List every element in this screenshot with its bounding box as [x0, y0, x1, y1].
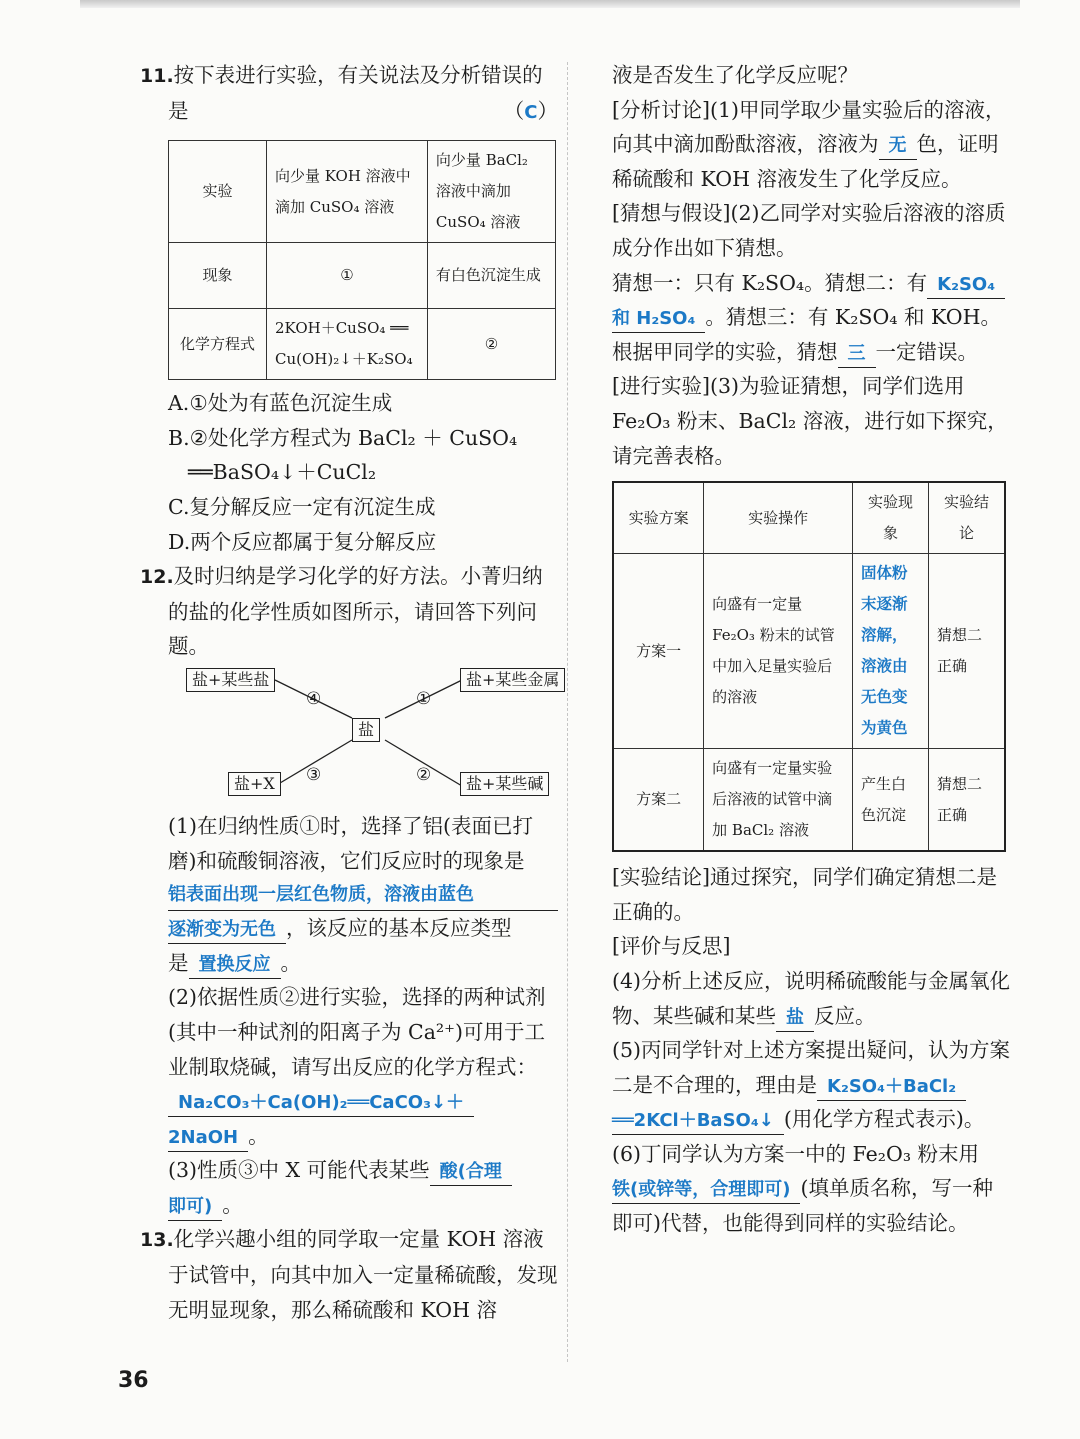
table-header: 实验操作 [704, 482, 853, 554]
table-cell: ② [427, 309, 555, 380]
label-1: ① [416, 688, 432, 709]
q12-part2: (2)依据性质②进行实验，选择的两种试剂(其中一种试剂的阳离子为 Ca²⁺)可用于工业制取烧碱，请写出反应的化学方程式：Na₂CO₃＋Ca(OH)₂══CaCO₃↓＋ 2NaOH 。 [140, 980, 558, 1153]
q11-option-d: D.两个反应都属于复分解反应 [168, 529, 437, 554]
q12-part1: (1)在归纳性质①时，选择了铝(表面已打磨)和硫酸铜溶液，它们反应时的现象是 铝表面出现一层红色物质，溶液由蓝色 逐渐变为无色 ，该反应的基本反应类型 是 置换反应 。 [140, 809, 558, 980]
table-cell: 2KOH＋CuSO₄ ══ Cu(OH)₂↓＋K₂SO₄ [266, 309, 427, 380]
q11-answer-bracket: （C） [503, 98, 558, 123]
table-header: 实验现象 [853, 482, 929, 554]
q13-answer-4: 盐 [776, 1003, 814, 1032]
q13-reflection-head: [评价与反思] [612, 934, 731, 959]
table-cell: 实验 [169, 141, 267, 243]
q12-answer-2b: 2NaOH [168, 1123, 248, 1152]
q13-part1: [分析讨论](1)甲同学取少量实验后的溶液，向其中滴加酚酞溶液，溶液为 无 色，证明稀硫酸和 KOH 溶液发生了化学反应。 [612, 97, 1006, 191]
node-salt-plus-x: 盐+X [228, 772, 281, 796]
table-cell: 猜想二正确 [929, 749, 1005, 852]
label-4: ④ [306, 688, 322, 709]
q11-table [168, 140, 556, 380]
q11-option-b: B.②处化学方程式为 BaCl₂ ＋ CuSO₄ [168, 425, 518, 450]
table-cell: 化学方程式 [169, 309, 267, 380]
label-2: ② [416, 764, 432, 785]
q13-part4: (4)分析上述反应，说明稀硫酸能与金属氧化物、某些碱和某些 盐 反应。 [612, 964, 1012, 1033]
table-cell: 向少量 KOH 溶液中滴加 CuSO₄ 溶液 [266, 141, 427, 243]
q12-part3: (3)性质③中 X 可能代表某些 酸(合理 即可) 。 [140, 1153, 558, 1222]
table-row [169, 309, 556, 380]
q11-option-c: C.复分解反应一定有沉淀生成 [168, 494, 436, 519]
question-11 [140, 58, 558, 559]
q11-option-b-cont: ══BaSO₄↓＋CuCl₂ [188, 460, 377, 485]
q13-stem-cont: 液是否发生了化学反应呢？ [612, 63, 858, 87]
table-cell: 方案二 [613, 749, 704, 852]
node-salt-plus-base: 盐+某些碱 [460, 772, 549, 796]
label-3: ③ [306, 764, 322, 785]
q12-answer-1c: 置换反应 [189, 950, 281, 979]
q13-answer-5b: ══2KCl＋BaSO₄↓ [612, 1106, 784, 1135]
q13-answer-2c: 三 [838, 339, 876, 368]
q12-answer-1a: 铝表面出现一层红色物质，溶液由蓝色 [168, 878, 558, 911]
q13-answer-1: 无 [879, 131, 917, 160]
question-13-start [140, 1222, 558, 1327]
q13-answer-6: 铁(或锌等，合理即可) [612, 1175, 800, 1204]
q13-stem: 13.化学兴趣小组的同学取一定量 KOH 溶液于试管中，向其中加入一定量稀硫酸，发现无明显现象，那么稀硫酸和 KOH 溶 [140, 1227, 558, 1322]
table-cell: 向盛有一定量实验后溶液的试管中滴加 BaCl₂ 溶液 [704, 749, 853, 852]
q13-answer-2a: K₂SO₄ [927, 270, 1005, 299]
q12-answer-2a: Na₂CO₃＋Ca(OH)₂══CaCO₃↓＋ [168, 1088, 474, 1117]
right-column [612, 58, 1012, 1241]
node-salt-center: 盐 [352, 718, 380, 742]
table-cell: 方案一 [613, 554, 704, 749]
page-number: 36 [118, 1368, 149, 1393]
q13-conclusion: [实验结论]通过探究，同学们确定猜想二是正确的。 [612, 865, 997, 924]
q13-part3: [进行实验](3)为验证猜想，同学们选用 Fe₂O₃ 粉末、BaCl₂ 溶液，进行如下探究，请完善表格。 [612, 374, 1008, 468]
table-row [613, 554, 1005, 749]
table-row [169, 141, 556, 243]
q13-answer-2b: 和 H₂SO₄ [612, 304, 705, 333]
table-cell: 产生白色沉淀 [853, 749, 929, 852]
q12-answer-3b: 即可) [168, 1192, 222, 1221]
q11-answer: C [524, 101, 538, 123]
table-row [613, 749, 1005, 852]
salt-properties-diagram [180, 668, 600, 803]
q13-part5: (5)丙同学针对上述方案提出疑问，认为方案二是不合理的，理由是 K₂SO₄＋BaCl₂ ══2KCl＋BaSO₄↓ (用化学方程式表示)。 [612, 1033, 1012, 1137]
left-column [140, 58, 558, 1327]
q11-option-a: A.①处为有蓝色沉淀生成 [168, 391, 393, 416]
q13-part6: (6)丁同学认为方案一中的 Fe₂O₃ 粉末用 铁(或锌等，合理即可) (填单质名称，写一种即可)代替，也能得到同样的实验结论。 [612, 1141, 993, 1236]
q12-answer-3a: 酸(合理 [430, 1157, 512, 1186]
table-cell: 向少量 BaCl₂ 溶液中滴加 CuSO₄ 溶液 [427, 141, 555, 243]
q13-table [612, 481, 1006, 852]
node-salt-plus-metal: 盐+某些金属 [460, 668, 565, 692]
table-header: 实验结论 [929, 482, 1005, 554]
table-header: 实验方案 [613, 482, 704, 554]
table-cell: 向盛有一定量 Fe₂O₃ 粉末的试管中加入足量实验后的溶液 [704, 554, 853, 749]
page-top-edge [80, 0, 1020, 8]
q13-answer-5a: K₂SO₄＋BaCl₂ [817, 1072, 966, 1101]
table-cell: 猜想二正确 [929, 554, 1005, 749]
node-salt-plus-salt: 盐+某些盐 [186, 668, 275, 692]
q11-stem: 11.按下表进行实验，有关说法及分析错误的是 （C） [140, 58, 558, 128]
table-cell: 有白色沉淀生成 [427, 243, 555, 309]
table-row [613, 482, 1005, 554]
table-cell: 现象 [169, 243, 267, 309]
table-cell: ① [266, 243, 427, 309]
q12-answer-1b: 逐渐变为无色 [168, 915, 286, 944]
question-12 [140, 559, 558, 1222]
q12-stem: 12.及时归纳是学习化学的好方法。小菁归纳的盐的化学性质如图所示，请回答下列问题。 [140, 564, 543, 659]
q13-part2: [猜想与假设](2)乙同学对实验后溶液的溶质成分作出如下猜想。 猜想一：只有 K₂SO₄。猜想二：有 K₂SO₄ 和 H₂SO₄ 。猜想三：有 K₂SO₄ 和 KOH。 根据甲同学的实验，猜想 三 一定错误。 [612, 196, 1012, 369]
table-cell: 固体粉末逐渐溶解，溶液由无色变为黄色 [853, 554, 929, 749]
table-row [169, 243, 556, 309]
